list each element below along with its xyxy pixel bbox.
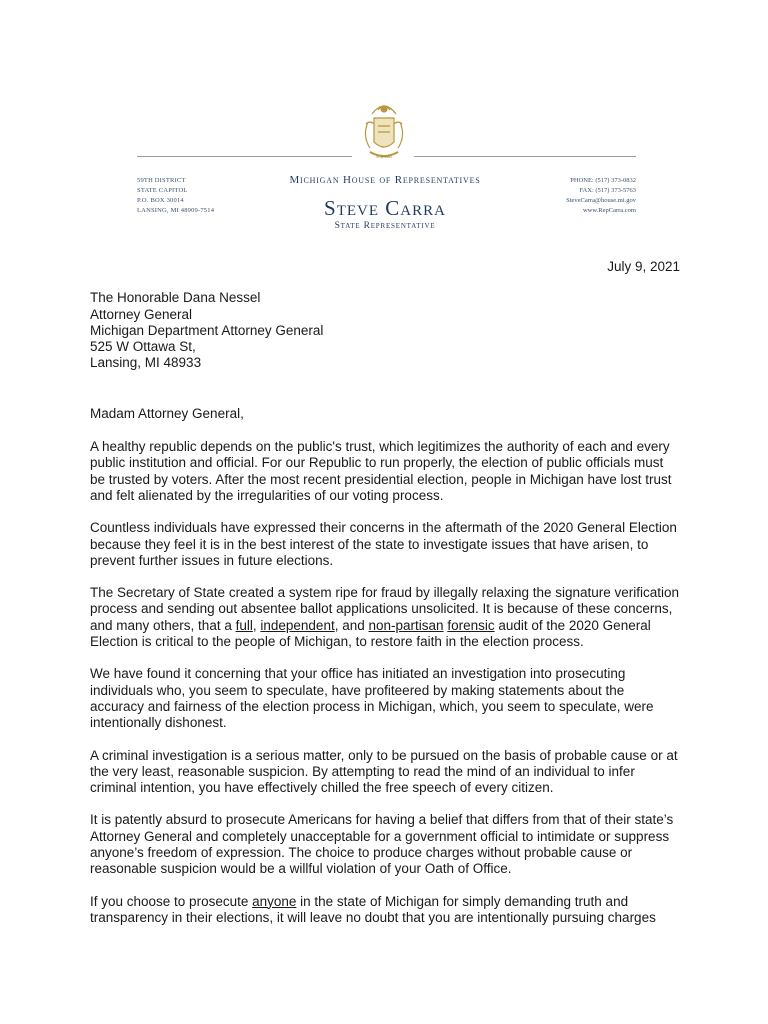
address-line: 59TH DISTRICT xyxy=(137,177,186,184)
text-run: in the state of Michigan for simply demanding truth and transparency in their elections, it will leave no doubt that you are intentionally pursuing charges xyxy=(90,893,656,925)
address-line: P.O. BOX 30014 xyxy=(137,197,184,204)
text-run: If you choose to prosecute xyxy=(90,893,253,909)
underlined-word: independent xyxy=(260,617,335,633)
paragraph-1: A healthy republic depends on the public's trust, which legitimizes the authority of each and every public institution and official. For our Republic to run properly, the election of public officials must be trusted by voters. After the most recent presidential election, people in Michigan have lost trust and felt alienated by the irregularities of our voting process. xyxy=(90,439,672,503)
text-run: , xyxy=(252,617,261,633)
underlined-word: forensic xyxy=(447,617,495,633)
recipient-line: The Honorable Dana Nessel xyxy=(90,290,261,306)
recipient-address xyxy=(90,290,680,371)
paragraph-6: It is patently absurd to prosecute Americans for having a belief that differs from that of their state’s Attorney General and completely unacceptable for a government official to intimidate or suppress anyone’s freedom of expression. The choice to produce charges without probable cause or reasonable suspicion would be a willful violation of your Oath of Office. xyxy=(90,812,674,877)
contact-info xyxy=(496,176,636,216)
paragraph-7 xyxy=(90,894,680,927)
representative-name: Steve Carra xyxy=(324,196,446,220)
text-run: , and xyxy=(334,617,369,633)
letter-date: July 9, 2021 xyxy=(607,259,680,274)
phone-line: PHONE: (517) 373-0832 xyxy=(570,177,636,184)
letterhead-rule-left xyxy=(137,156,352,157)
letter-body xyxy=(90,259,680,926)
representative-title: State Representative xyxy=(334,221,436,231)
recipient-line: Michigan Department Attorney General xyxy=(90,322,324,338)
district-address xyxy=(137,176,257,216)
paragraph-4: We have found it concerning that your office has initiated an investigation into prosecuting individuals who, you seem to speculate, have profiteered by making statements about the accuracy and fairness of the election process in Michigan, which, you seem to speculate, were intentionally dishonest. xyxy=(90,666,654,731)
paragraph-3 xyxy=(90,585,680,650)
address-line: STATE CAPITOL xyxy=(137,187,188,194)
email-link[interactable]: SteveCarra@house.mi.gov xyxy=(566,197,636,204)
text-run: audit of the 2020 General Election is critical to the people of Michigan, to restore faith in the election process. xyxy=(90,617,651,650)
underlined-word: anyone xyxy=(252,893,297,909)
fax-line: FAX: (517) 373-5763 xyxy=(579,187,636,194)
letterhead-rule-right xyxy=(414,156,636,157)
house-title: Michigan House of Representatives xyxy=(289,174,481,186)
paragraph-2: Countless individuals have expressed their concerns in the aftermath of the 2020 General Election because they feel it is in the best interest of the state to investigate issues that have arisen, to prevent further issues in future elections. xyxy=(90,520,677,568)
underlined-word: non-partisan xyxy=(368,617,444,633)
seal-motto: SI QUÆRIS xyxy=(375,155,393,159)
text-run: The Secretary of State created a system ripe for fraud by illegally relaxing the signature verification process and sending out absentee ballot applications unsolicited. It is because of these concerns, and many others, that a xyxy=(90,585,680,633)
paragraph-5: A criminal investigation is a serious matter, only to be pursued on the basis of probable cause or at the very least, reasonable suspicion. By attempting to read the mind of an individual to infer criminal intention, you have effectively chilled the free speech of every citizen. xyxy=(90,747,678,796)
salutation: Madam Attorney General, xyxy=(90,405,244,421)
address-line: LANSING, MI 48909-7514 xyxy=(137,207,215,214)
recipient-line: Attorney General xyxy=(90,306,193,322)
michigan-seal-logo xyxy=(358,96,410,168)
underlined-word: full xyxy=(235,617,253,633)
recipient-line: 525 W Ottawa St, xyxy=(90,339,196,355)
recipient-line: Lansing, MI 48933 xyxy=(90,355,202,371)
website-link[interactable]: www.RepCarra.com xyxy=(582,207,636,214)
